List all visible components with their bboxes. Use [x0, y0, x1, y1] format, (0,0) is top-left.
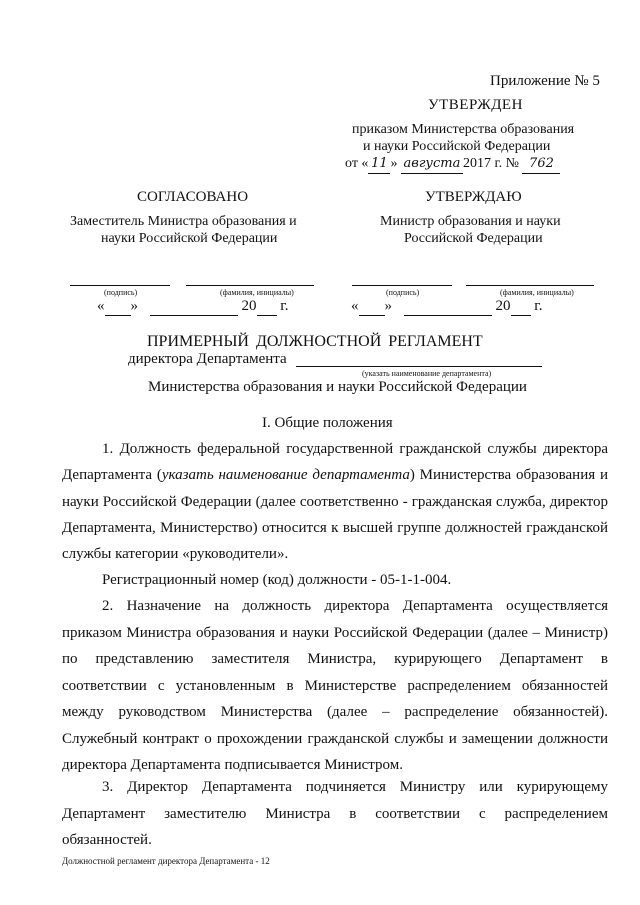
left-position-line-1: Заместитель Министра образования и — [70, 214, 297, 229]
paragraph-1-line-1: 1. Должность федеральной государственной гражданской службы директора — [102, 441, 608, 457]
left-signature-caption: (подпись) — [104, 288, 138, 297]
approve-heading: УТВЕРЖДАЮ — [425, 189, 522, 205]
paragraph-2: 2. Назначение на должность директора Департамента осуществляется приказом Министра образования и науки Российской Федерации (далее – Министр) по представлению заместителя Министра, курирующего Департамент в соответствии с установленным в Министерстве распределением обязанностей между руководством Министерства (далее – распределение обязанностей). Служебный контракт о прохождении гражданской службы и замещении должности директора Департамента подписывается Министром. — [62, 598, 608, 773]
paragraph-1-line-3: науки Российской Федерации (далее соответственно - гражданская служба, директор — [62, 494, 608, 510]
right-date-close: » — [384, 298, 392, 314]
right-signature-caption: (подпись) — [386, 288, 420, 297]
right-signature-line — [352, 285, 452, 286]
left-position-line-2: науки Российской Федерации — [101, 231, 278, 246]
left-name-line — [186, 285, 314, 286]
p1-text-2: ) Министерства образования и — [409, 467, 608, 483]
paragraph-1-line-4: Департамента, Министерство) относится к высшей группе должностей гражданской — [62, 520, 608, 536]
left-year-suffix: г. — [280, 298, 289, 314]
department-name-line — [296, 366, 542, 367]
approved-heading: УТВЕРЖДЕН — [428, 97, 523, 113]
left-date-close: » — [130, 298, 138, 314]
date-day-handwritten: 11 — [368, 155, 390, 174]
right-name-caption: (фамилия, инициалы) — [500, 288, 574, 297]
right-position-line-1: Министр образования и науки — [380, 214, 561, 229]
agreed-heading: СОГЛАСОВАНО — [137, 189, 249, 205]
left-name-caption: (фамилия, инициалы) — [220, 288, 294, 297]
p1-text: Департамента ( — [62, 467, 162, 483]
date-year: 2017 г. № — [462, 156, 519, 171]
p1-italic-placeholder: указать наименование департамента — [161, 467, 410, 483]
section-heading: I. Общие положения — [262, 415, 393, 431]
right-year-suffix: г. — [534, 298, 543, 314]
department-caption: (указать наименование департамента) — [362, 369, 492, 378]
date-prefix: от « — [345, 156, 369, 171]
document-subtitle-prefix: директора Департамента — [128, 351, 287, 367]
order-line-2: и науки Российской Федерации — [363, 139, 551, 154]
order-line-1: приказом Министерства образования — [352, 122, 575, 137]
date-mid: » — [390, 156, 398, 171]
right-date-open: « — [351, 298, 359, 314]
left-signature-line — [70, 285, 170, 286]
page-footer: Должностной регламент директора Департамента - 12 — [62, 856, 270, 866]
document-title: ПРИМЕРНЫЙ ДОЛЖНОСТНОЙ РЕГЛАМЕНТ — [147, 333, 483, 350]
date-month-handwritten: августа — [401, 155, 463, 174]
right-date-line — [351, 297, 542, 316]
registration-number: Регистрационный номер (код) должности - 05-1-1-004. — [102, 572, 452, 588]
paragraph-1-line-5: службы категории «руководители». — [62, 546, 289, 562]
right-name-line — [466, 285, 594, 286]
order-date-line — [345, 155, 560, 174]
ministry-name: Министерства образования и науки Российской Федерации — [148, 379, 527, 395]
paragraph-3: 3. Директор Департамента подчиняется Министру или курирующему Департамент заместителю Министра в соответствии с распределением обязанностей. — [62, 779, 608, 848]
left-year: 20 — [241, 298, 257, 314]
appendix-label: Приложение № 5 — [490, 73, 600, 89]
order-number-handwritten: 762 — [522, 155, 560, 174]
paragraph-1-line-2 — [62, 462, 608, 489]
left-date-open: « — [97, 298, 105, 314]
left-date-line — [97, 297, 288, 316]
right-position-line-2: Российской Федерации — [404, 231, 543, 246]
right-year: 20 — [495, 298, 511, 314]
